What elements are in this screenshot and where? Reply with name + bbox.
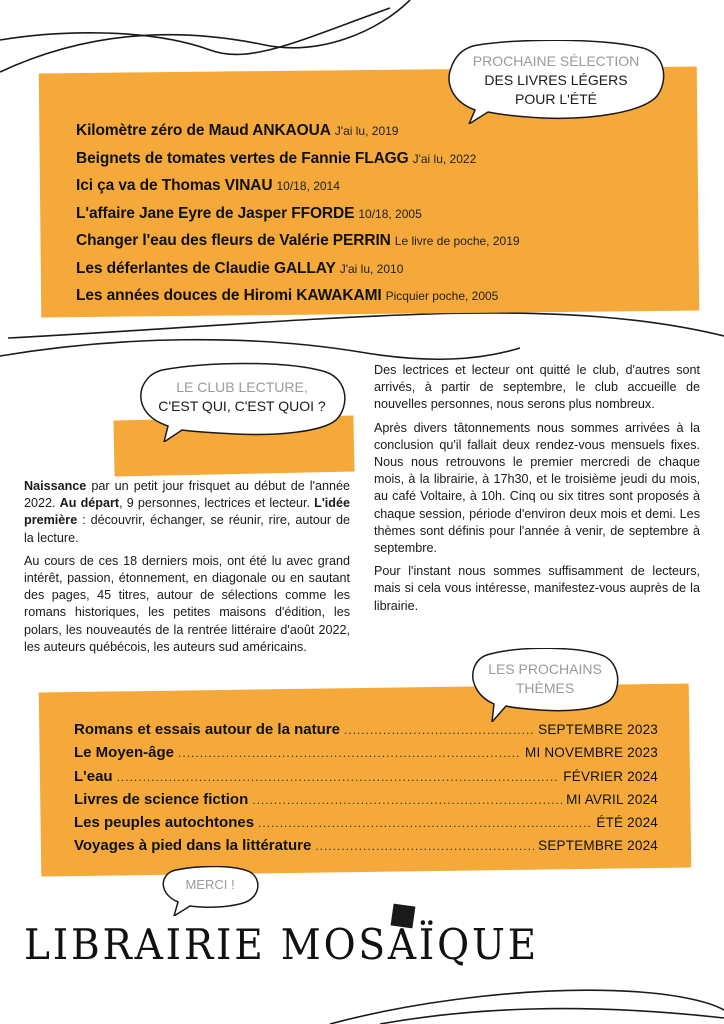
leader-dots [178, 742, 521, 765]
bold-term: Naissance [24, 479, 87, 493]
theme-row [74, 834, 658, 857]
theme-name: Livres de science fiction [74, 790, 249, 808]
book-title: Changer l'eau des fleurs de Valérie PERRIN [76, 232, 391, 249]
leader-dots [344, 719, 534, 742]
right-column-text [374, 362, 700, 621]
themes-bubble-line1: LES PROCHAINS [488, 661, 602, 677]
contact-paragraph: Pour l'instant nous sommes suffisamment de lecteurs, mais si cela vous intéresse, manifestez-vous auprès de la librairie. [374, 564, 700, 613]
leader-dots [315, 835, 534, 858]
selection-speech-bubble [443, 40, 669, 124]
book-publisher: J'ai lu, 2022 [412, 151, 477, 166]
leader-dots [117, 766, 560, 789]
theme-row [74, 765, 658, 788]
book-title: L'affaire Jane Eyre de Jasper FFORDE [76, 204, 355, 222]
book-publisher: Le livre de poche, 2019 [394, 234, 520, 248]
book-item [76, 200, 696, 228]
book-item [76, 145, 696, 173]
book-list [76, 117, 696, 310]
book-item [76, 282, 696, 310]
book-title: Kilomètre zéro de Maud ANKAOUA [76, 122, 331, 139]
theme-name: Romans et essais autour de la nature [74, 721, 340, 738]
selection-bubble-line2: DES LIVRES LÉGERS [484, 72, 628, 88]
theme-row [74, 811, 658, 834]
club-bubble-line1: LE CLUB LECTURE, [176, 379, 308, 395]
selection-bubble-line3: POUR L'ÉTÉ [514, 91, 598, 107]
book-publisher: J'ai lu, 2019 [334, 124, 399, 138]
club-bubble-line2: C'EST QUI, C'EST QUOI ? [158, 398, 326, 414]
book-title: Beignets de tomates vertes de Fannie FLAGG [76, 149, 409, 167]
book-publisher: J'ai lu, 2010 [339, 261, 404, 276]
selection-bubble-line1: PROCHAINE SÉLECTION [472, 53, 640, 69]
theme-date: FÉVRIER 2024 [563, 768, 658, 784]
book-publisher: Picquier poche, 2005 [385, 289, 499, 303]
leader-dots [252, 789, 562, 812]
merci-speech-bubble [160, 866, 260, 916]
bold-term: L'idée première [24, 496, 351, 528]
theme-row [74, 788, 658, 811]
history-paragraph: Au cours de ces 18 derniers mois, ont été lu avec grand intérêt, passion, étonnement, en diagonale ou en sautant des pages, 45 titres, autour de sélections comme les romans historiques, les petites maisons d'édition, les polars, les nouveautés de la rentrée littéraire d'août 2022, les auteurs québécois, les auteurs sud américains. [24, 553, 350, 654]
book-publisher: 10/18, 2014 [276, 179, 340, 193]
members-paragraph: Des lectrices et lecteur ont quitté le club, d'autres sont arrivés, à partir de septembre, le club accueille de nouvelles personnes, nous serons plus nombreux. [374, 363, 700, 412]
book-item [76, 117, 696, 145]
book-title: Ici ça va de Thomas VINAU [76, 177, 273, 194]
intro-paragraph [24, 478, 350, 547]
book-item [76, 255, 696, 283]
theme-date: MI NOVEMBRE 2023 [525, 745, 658, 761]
themes-bubble-line2: THÈMES [515, 680, 575, 696]
bold-term: Au départ [59, 496, 120, 511]
theme-date: SEPTEMBRE 2023 [538, 722, 658, 737]
theme-date: MI AVRIL 2024 [566, 791, 658, 807]
left-column-text [24, 478, 350, 662]
theme-name: Le Moyen-âge [74, 744, 175, 762]
book-title: Les déferlantes de Claudie GALLAY [76, 259, 336, 277]
theme-name: L'eau [74, 767, 113, 785]
theme-row [74, 718, 658, 741]
leader-dots [258, 812, 592, 835]
merci-text: MERCI ! [185, 877, 235, 892]
librairie-mosaique-logo: LIBRAIRIE MOSAÏQUE [24, 920, 539, 969]
book-item [76, 227, 696, 255]
paragraph-text: , 9 personnes, lectrices et lecteur. [119, 496, 315, 511]
theme-name: Les peuples autochtones [74, 814, 255, 832]
schedule-paragraph: Après divers tâtonnements nous sommes arrivées à la conclusion qu'il fallait deux rendez-vous mensuels fixes. Nous nous retrouvons le premier mercredi de chaque mois, à la librairie, à 17h30, et le troisième jeudi du mois, au café Voltaire, à 10h. Cinq ou six titres sont proposés à chaque session, période d'environ deux mois et demi. Les thèmes sont définis pour l'année à venir, de septembre à septembre. [374, 420, 700, 556]
club-speech-bubble [136, 362, 348, 442]
book-publisher: 10/18, 2005 [358, 206, 422, 221]
paragraph-text: par un petit jour frisquet au début de l'année 2022. [24, 479, 350, 511]
book-item [76, 172, 696, 200]
book-title: Les années douces de Hiromi KAWAKAMI [76, 287, 382, 304]
theme-name: Voyages à pied dans la littérature [74, 837, 312, 855]
themes-speech-bubble [470, 648, 620, 722]
themes-list [74, 718, 658, 858]
theme-date: SEPTEMBRE 2024 [538, 838, 658, 854]
paragraph-text: : découvrir, échanger, se réunir, rire, autour de la lecture. [24, 513, 350, 545]
theme-row [74, 741, 658, 764]
theme-date: ÉTÉ 2024 [596, 815, 658, 831]
